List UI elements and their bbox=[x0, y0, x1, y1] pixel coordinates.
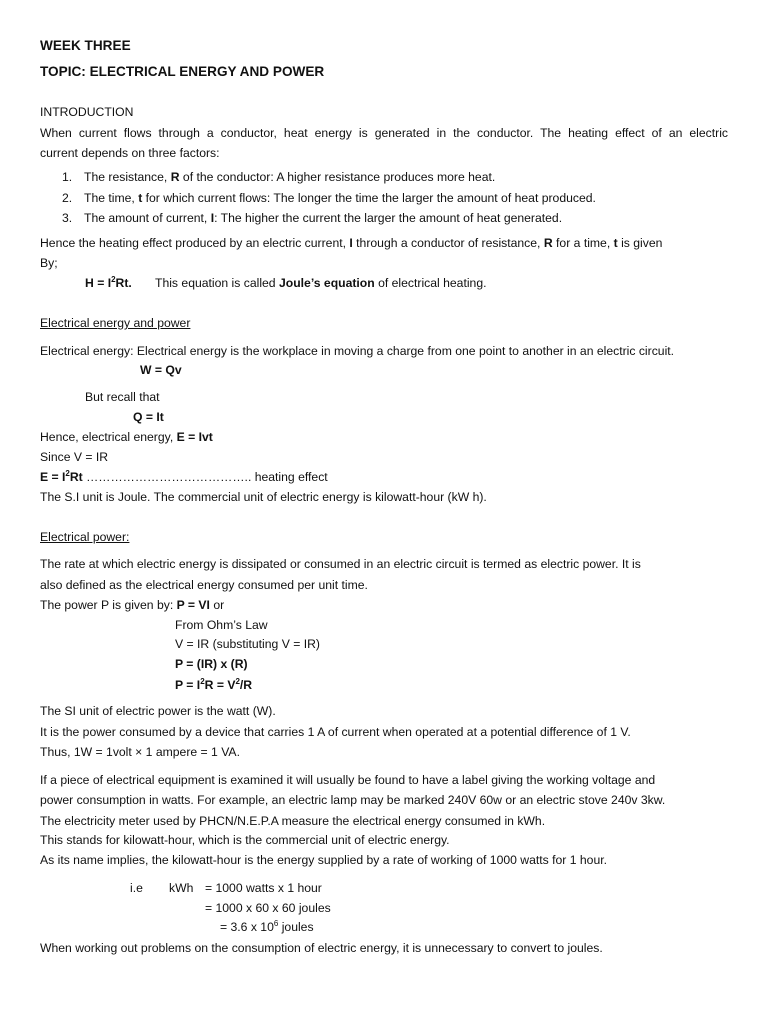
calc-part: joules bbox=[278, 920, 314, 934]
sentence-text: Hence the heating effect produced by an electric current, bbox=[40, 236, 350, 250]
equation-e: E = Ivt bbox=[176, 430, 213, 444]
equation-p-ir: P = (IR) x (R) bbox=[175, 657, 248, 671]
factor-item bbox=[62, 169, 495, 185]
week-title: WEEK THREE bbox=[40, 38, 131, 53]
by-label: By; bbox=[40, 256, 58, 270]
hence-sentence bbox=[40, 235, 662, 251]
note-text: of electrical heating. bbox=[374, 276, 487, 290]
joule-equation bbox=[85, 275, 132, 291]
kwh-calc-line: = 1000 x 60 x 60 joules bbox=[205, 901, 331, 915]
power-si-unit: The SI unit of electric power is the watt (W). bbox=[40, 704, 276, 718]
equipment-paragraph-line: If a piece of electrical equipment is examined it will usually be found to have a label giving the working voltage and bbox=[40, 773, 656, 787]
equation-part: /R bbox=[239, 678, 253, 692]
factor-text: The amount of current, bbox=[84, 211, 211, 225]
kwh-label: kWh bbox=[169, 881, 194, 895]
power-definition-line: also defined as the electrical energy consumed per unit time. bbox=[40, 578, 368, 592]
equation-part: H = I bbox=[85, 276, 112, 290]
factor-key: t bbox=[138, 191, 143, 205]
factor-text: of the conductor: A higher resistance produces more heat. bbox=[179, 170, 496, 184]
calc-part: = 3.6 x 10 bbox=[220, 920, 274, 934]
energy-unit: The S.I unit is Joule. The commercial unit of electric energy is kilowatt-hour (kW h). bbox=[40, 490, 487, 504]
equation-w: W = Qv bbox=[140, 363, 182, 377]
equation-part: E = I bbox=[40, 470, 66, 484]
factor-text: : The higher the current the larger the amount of heat generated. bbox=[214, 211, 563, 225]
equipment-paragraph-line: The electricity meter used by PHCN/N.E.P.A measure the electrical energy consumed in kWh. bbox=[40, 814, 546, 828]
factor-number: 3. bbox=[62, 211, 73, 225]
joule-equation-note bbox=[155, 275, 487, 291]
power-given bbox=[40, 597, 224, 613]
symbol-time: t bbox=[613, 236, 618, 250]
sentence-text: for a time, bbox=[552, 236, 614, 250]
factor-item bbox=[62, 190, 596, 206]
intro-heading: INTRODUCTION bbox=[40, 105, 134, 119]
equation-superscript: 2 bbox=[111, 274, 116, 284]
equipment-paragraph-line: power consumption in watts. For example, an electric lamp may be marked 240V 60w or an electric stove 240v 3kw. bbox=[40, 793, 666, 807]
equipment-paragraph-line: As its name implies, the kilowatt-hour is the energy supplied by a rate of working of 1000 watts for 1 hour. bbox=[40, 853, 608, 867]
energy-section-heading: Electrical energy and power bbox=[40, 316, 191, 330]
watt-definition: It is the power consumed by a device that carries 1 A of current when operated at a potential difference of 1 V. bbox=[40, 725, 631, 739]
hence-energy bbox=[40, 429, 213, 445]
equation-part: R = V bbox=[204, 678, 236, 692]
kwh-calc-line bbox=[220, 919, 314, 935]
equation-superscript: 2 bbox=[200, 676, 205, 686]
since-text: Since V = IR bbox=[40, 450, 109, 464]
ie-label: i.e bbox=[130, 881, 143, 895]
ohms-law-label: From Ohm’s Law bbox=[175, 618, 268, 632]
equation-p-final bbox=[175, 677, 252, 693]
equation-q: Q = It bbox=[133, 410, 164, 424]
symbol-resistance: R bbox=[543, 236, 553, 250]
substitution-text: V = IR (substituting V = IR) bbox=[175, 637, 320, 651]
intro-paragraph-line: current depends on three factors: bbox=[40, 146, 220, 160]
equation-superscript: 2 bbox=[235, 676, 240, 686]
sentence-text: through a conductor of resistance, bbox=[352, 236, 544, 250]
power-definition-line: The rate at which electric energy is dissipated or consumed in an electric circuit is termed as electric power. It is bbox=[40, 557, 641, 571]
heating-effect-equation bbox=[40, 469, 328, 485]
factor-text: The time, bbox=[84, 191, 139, 205]
sentence-text: or bbox=[209, 598, 225, 612]
equation-p-vi: P = VI bbox=[176, 598, 210, 612]
equation-part: P = I bbox=[175, 678, 201, 692]
note-text: This equation is called bbox=[155, 276, 279, 290]
note-bold: Joule’s equation bbox=[278, 276, 375, 290]
factor-text: The resistance, bbox=[84, 170, 171, 184]
sentence-text: The power P is given by: bbox=[40, 598, 177, 612]
recall-text: But recall that bbox=[85, 390, 160, 404]
equation-part: Rt bbox=[69, 470, 83, 484]
heating-effect-label: ………………………………….. heating effect bbox=[82, 470, 328, 484]
kwh-calc-line: = 1000 watts x 1 hour bbox=[205, 881, 322, 895]
factor-text: for which current flows: The longer the time the larger the amount of heat produced. bbox=[142, 191, 596, 205]
factor-key: R bbox=[170, 170, 180, 184]
equation-part: Rt. bbox=[115, 276, 132, 290]
intro-paragraph-line: When current flows through a conductor, heat energy is generated in the conductor. The heating effect of an electric bbox=[40, 126, 728, 140]
topic-title: TOPIC: ELECTRICAL ENERGY AND POWER bbox=[40, 64, 325, 79]
watt-relation: Thus, 1W = 1volt × 1 ampere = 1 VA. bbox=[40, 745, 240, 759]
calc-superscript: 6 bbox=[273, 918, 279, 928]
symbol-current: I bbox=[349, 236, 353, 250]
sentence-text: is given bbox=[617, 236, 663, 250]
factor-item bbox=[62, 210, 562, 226]
factor-number: 1. bbox=[62, 170, 73, 184]
energy-definition: Electrical energy: Electrical energy is the workplace in moving a charge from one point to another in an electric circuit. bbox=[40, 344, 675, 358]
equipment-paragraph-line: This stands for kilowatt-hour, which is the commercial unit of electric energy. bbox=[40, 833, 450, 847]
closing-sentence: When working out problems on the consumption of electric energy, it is unnecessary to convert to joules. bbox=[40, 941, 603, 955]
equation-superscript: 2 bbox=[65, 468, 70, 478]
sentence-text: Hence, electrical energy, bbox=[40, 430, 177, 444]
power-section-heading: Electrical power: bbox=[40, 530, 130, 544]
factor-key: I bbox=[210, 211, 215, 225]
factor-number: 2. bbox=[62, 191, 73, 205]
